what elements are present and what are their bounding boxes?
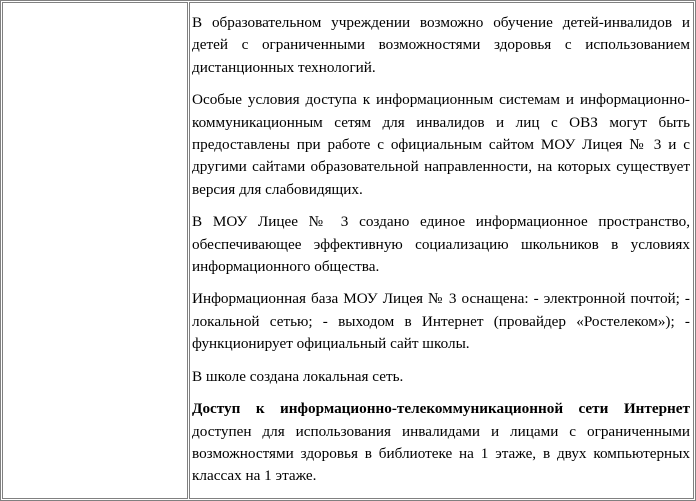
paragraph-distance-learning xyxy=(192,12,690,79)
paragraph-bold-lead: Доступ к информационно-телекоммуникационной сети Интернет xyxy=(192,400,690,418)
paragraph-text: В образовательном учреждении возможно обучение детей-инвалидов и детей с ограниченными возможностями здоровья с использованием дистанционных технологий. xyxy=(192,14,690,76)
paragraph-local-network xyxy=(192,366,690,388)
paragraph-text: Информационная база МОУ Лицея № 3 оснащена: - электронной почтой; - локальной сетью; - выходом в Интернет (провайдер «Ростелеком»); - функционирует официальный сайт школы. xyxy=(192,290,690,353)
left-empty-cell xyxy=(2,2,188,499)
text-cell xyxy=(189,2,694,499)
paragraph-special-access xyxy=(192,89,690,201)
paragraph-internet-access xyxy=(192,398,690,488)
cell-content xyxy=(190,3,693,488)
paragraph-text: доступен для использования инвалидами и лицами с ограниченными возможностями здоровья в библиотеке на 1 этаже, в двух компьютерных классах на 1 этаже. xyxy=(192,422,690,485)
paragraph-text: В МОУ Лицее № 3 создано единое информационное пространство, обеспечивающее эффективную социализацию школьников в условиях информационного общества. xyxy=(192,213,690,276)
paragraph-information-space xyxy=(192,211,690,278)
table-row xyxy=(2,2,694,499)
paragraph-information-base xyxy=(192,288,690,355)
paragraph-text: В школе создана локальная сеть. xyxy=(192,367,404,385)
paragraph-text: Особые условия доступа к информационным системам и информационно-коммуникационным сетям для инвалидов и лиц с ОВЗ могут быть предоставлены при работе с официальным сайтом МОУ Лицея № 3 и с другими сайтами образовательной направленности, на которых существует версия для слабовидящих. xyxy=(192,91,690,198)
